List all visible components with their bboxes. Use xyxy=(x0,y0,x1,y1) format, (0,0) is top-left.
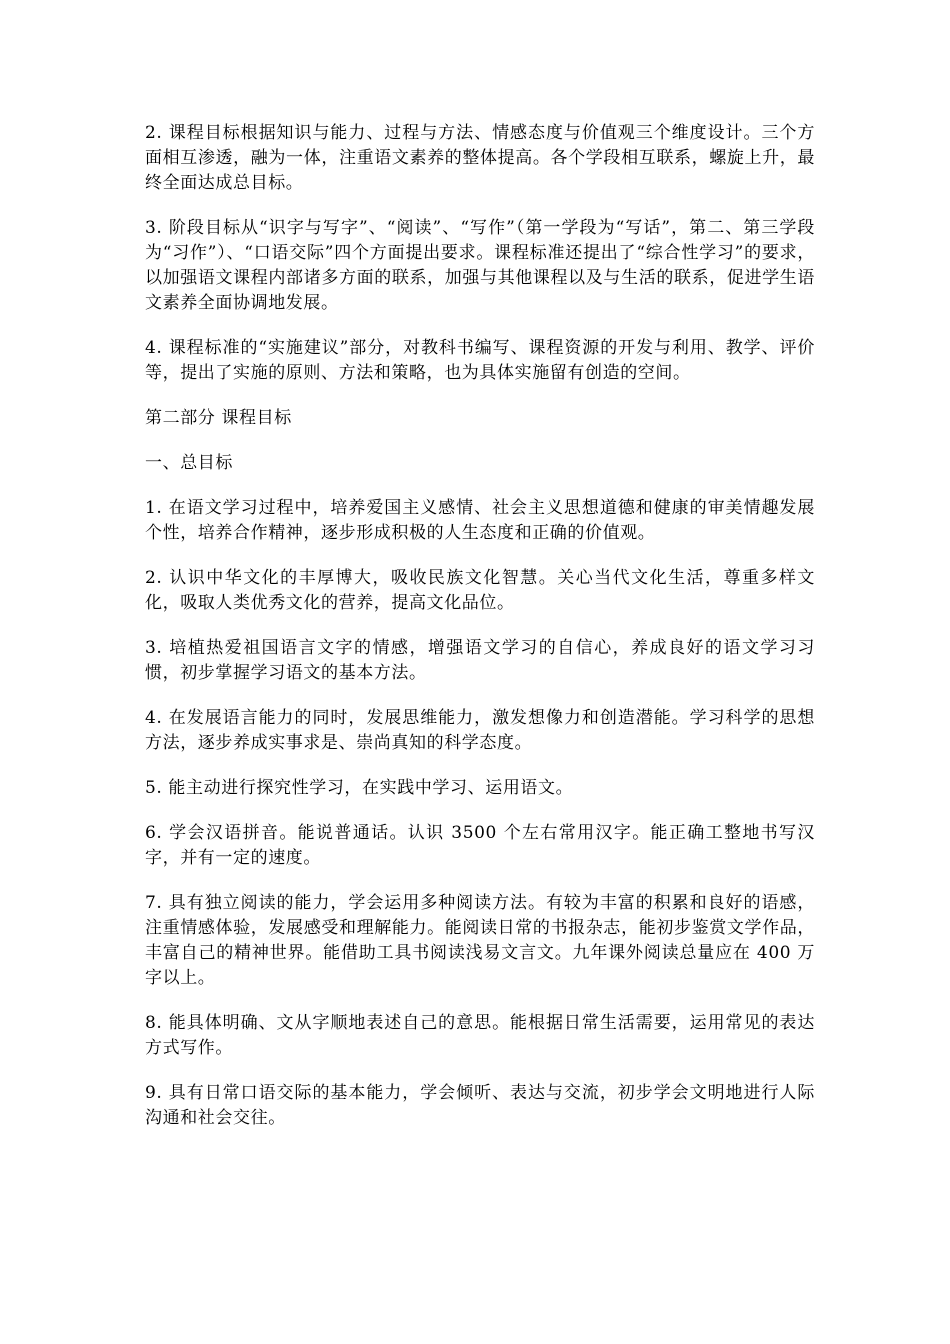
document-body xyxy=(145,121,815,1151)
paragraph-implementation-suggestions: 4. 课程标准的“实施建议”部分，对教科书编写、课程资源的开发与利用、教学、评价等，提出了实施的原则、方法和策略，也为具体实施留有创造的空间。 xyxy=(145,338,815,383)
subsection-title: 一、总目标 xyxy=(145,453,233,473)
goal-item: 6. 学会汉语拼音。能说普通话。认识 3500 个左右常用汉字。能正确工整地书写汉字，并有一定的速度。 xyxy=(145,823,815,868)
goal-item: 5. 能主动进行探究性学习，在实践中学习、运用语文。 xyxy=(145,778,574,798)
goal-item: 2. 认识中华文化的丰厚博大，吸收民族文化智慧。关心当代文化生活，尊重多样文化，吸取人类优秀文化的营养，提高文化品位。 xyxy=(145,568,815,613)
section-title: 第二部分 课程目标 xyxy=(145,408,292,428)
goal-item: 4. 在发展语言能力的同时，发展思维能力，激发想像力和创造潜能。学习科学的思想方法，逐步养成实事求是、崇尚真知的科学态度。 xyxy=(145,708,815,753)
goal-item: 8. 能具体明确、文从字顺地表述自己的意思。能根据日常生活需要，运用常见的表达方式写作。 xyxy=(145,1013,815,1058)
paragraph-stage-goals: 3. 阶段目标从“识字与写字”、“阅读”、“写作”（第一学段为“写话”，第二、第三学段为“习作”）、“口语交际”四个方面提出要求。课程标准还提出了“综合性学习”的要求，以加强语文课程内部诸多方面的联系，加强与其他课程以及与生活的联系，促进学生语文素养全面协调地发展。 xyxy=(145,218,815,313)
paragraph-course-goal-dimensions: 2. 课程目标根据知识与能力、过程与方法、情感态度与价值观三个维度设计。三个方面相互渗透，融为一体，注重语文素养的整体提高。各个学段相互联系，螺旋上升，最终全面达成总目标。 xyxy=(145,123,815,193)
goal-item: 7. 具有独立阅读的能力，学会运用多种阅读方法。有较为丰富的积累和良好的语感，注重情感体验，发展感受和理解能力。能阅读日常的书报杂志，能初步鉴赏文学作品，丰富自己的精神世界。能借助工具书阅读浅易文言文。九年课外阅读总量应在 400 万字以上。 xyxy=(145,893,815,988)
goal-item: 9. 具有日常口语交际的基本能力，学会倾听、表达与交流，初步学会文明地进行人际沟通和社会交往。 xyxy=(145,1083,815,1128)
goal-item: 3. 培植热爱祖国语言文字的情感，增强语文学习的自信心，养成良好的语文学习习惯，初步掌握学习语文的基本方法。 xyxy=(145,638,815,683)
goal-item: 1. 在语文学习过程中，培养爱国主义感情、社会主义思想道德和健康的审美情趣发展个性，培养合作精神，逐步形成积极的人生态度和正确的价值观。 xyxy=(145,498,815,543)
